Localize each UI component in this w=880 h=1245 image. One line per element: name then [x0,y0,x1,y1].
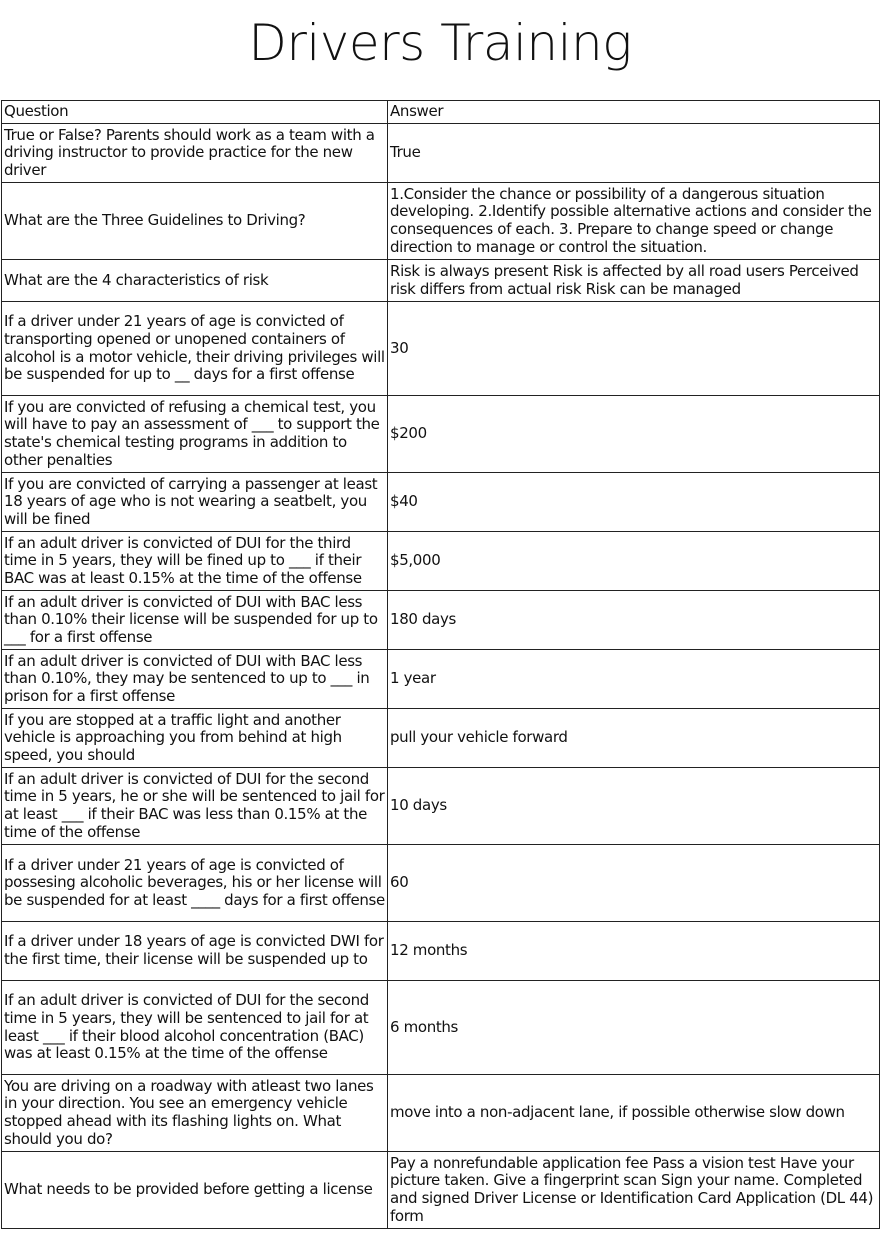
answer-cell: 60 [388,845,880,922]
column-header-answer: Answer [388,101,880,124]
answer-cell: 180 days [388,591,880,650]
table-row [2,1152,880,1229]
question-cell: What are the Three Guidelines to Driving? [2,183,388,260]
answer-cell: 1 year [388,650,880,709]
question-cell: True or False? Parents should work as a team with a driving instructor to provide practice for the new driver [2,124,388,183]
answer-cell: $200 [388,396,880,473]
table-row [2,396,880,473]
question-cell: If an adult driver is convicted of DUI with BAC less than 0.10%, they may be sentenced to up to ___ in prison for a first offense [2,650,388,709]
table-row [2,981,880,1075]
question-cell: If a driver under 18 years of age is convicted DWI for the first time, their license will be suspended up to [2,922,388,981]
table-row [2,473,880,532]
answer-cell: 1.Consider the chance or possibility of a dangerous situation developing. 2.Identify possible alternative actions and consider the consequences of each. 3. Prepare to change speed or change direction to manage or control the situation. [388,183,880,260]
question-cell: If you are convicted of refusing a chemical test, you will have to pay an assessment of ___ to support the state's chemical testing programs in addition to other penalties [2,396,388,473]
table-row [2,532,880,591]
table-row [2,124,880,183]
question-cell: You are driving on a roadway with atleast two lanes in your direction. You see an emergency vehicle stopped ahead with its flashing lights on. What should you do? [2,1075,388,1152]
table-row [2,1075,880,1152]
table-row [2,709,880,768]
question-cell: If an adult driver is convicted of DUI for the second time in 5 years, they will be sentenced to jail for at least ___ if their blood alcohol concentration (BAC) was at least 0.15% at the time of the offense [2,981,388,1075]
page-title: Drivers Training [248,14,632,72]
question-cell: What are the 4 characteristics of risk [2,260,388,302]
table-row [2,768,880,845]
answer-cell: 30 [388,302,880,396]
answer-cell: $40 [388,473,880,532]
table-row [2,260,880,302]
table-row [2,183,880,260]
answer-cell: 6 months [388,981,880,1075]
question-cell: If an adult driver is convicted of DUI with BAC less than 0.10% their license will be suspended for up to ___ for a first offense [2,591,388,650]
question-cell: If an adult driver is convicted of DUI for the third time in 5 years, they will be fined up to ___ if their BAC was at least 0.15% at the time of the offense [2,532,388,591]
question-cell: What needs to be provided before getting a license [2,1152,388,1229]
question-cell: If you are stopped at a traffic light and another vehicle is approaching you from behind at high speed, you should [2,709,388,768]
answer-cell: $5,000 [388,532,880,591]
question-cell: If a driver under 21 years of age is convicted of transporting opened or unopened containers of alcohol is a motor vehicle, their driving privileges will be suspended for up to __ days for a first offense [2,302,388,396]
table-row [2,591,880,650]
answer-cell: Pay a nonrefundable application fee Pass a vision test Have your picture taken. Give a fingerprint scan Sign your name. Completed and signed Driver License or Identification Card Application (DL 44) form [388,1152,880,1229]
answer-cell: 10 days [388,768,880,845]
table-row [2,922,880,981]
table-row [2,650,880,709]
answer-cell: Risk is always present Risk is affected by all road users Perceived risk differs from actual risk Risk can be managed [388,260,880,302]
qa-table [1,100,880,1229]
table-header-row [2,101,880,124]
answer-cell: True [388,124,880,183]
column-header-question: Question [2,101,388,124]
question-cell: If an adult driver is convicted of DUI for the second time in 5 years, he or she will be sentenced to jail for at least ___ if their BAC was less than 0.15% at the time of the offense [2,768,388,845]
table-row [2,302,880,396]
table-row [2,845,880,922]
answer-cell: move into a non-adjacent lane, if possible otherwise slow down [388,1075,880,1152]
answer-cell: 12 months [388,922,880,981]
question-cell: If a driver under 21 years of age is convicted of possesing alcoholic beverages, his or her license will be suspended for at least ____ days for a first offense [2,845,388,922]
question-cell: If you are convicted of carrying a passenger at least 18 years of age who is not wearing a seatbelt, you will be fined [2,473,388,532]
answer-cell: pull your vehicle forward [388,709,880,768]
